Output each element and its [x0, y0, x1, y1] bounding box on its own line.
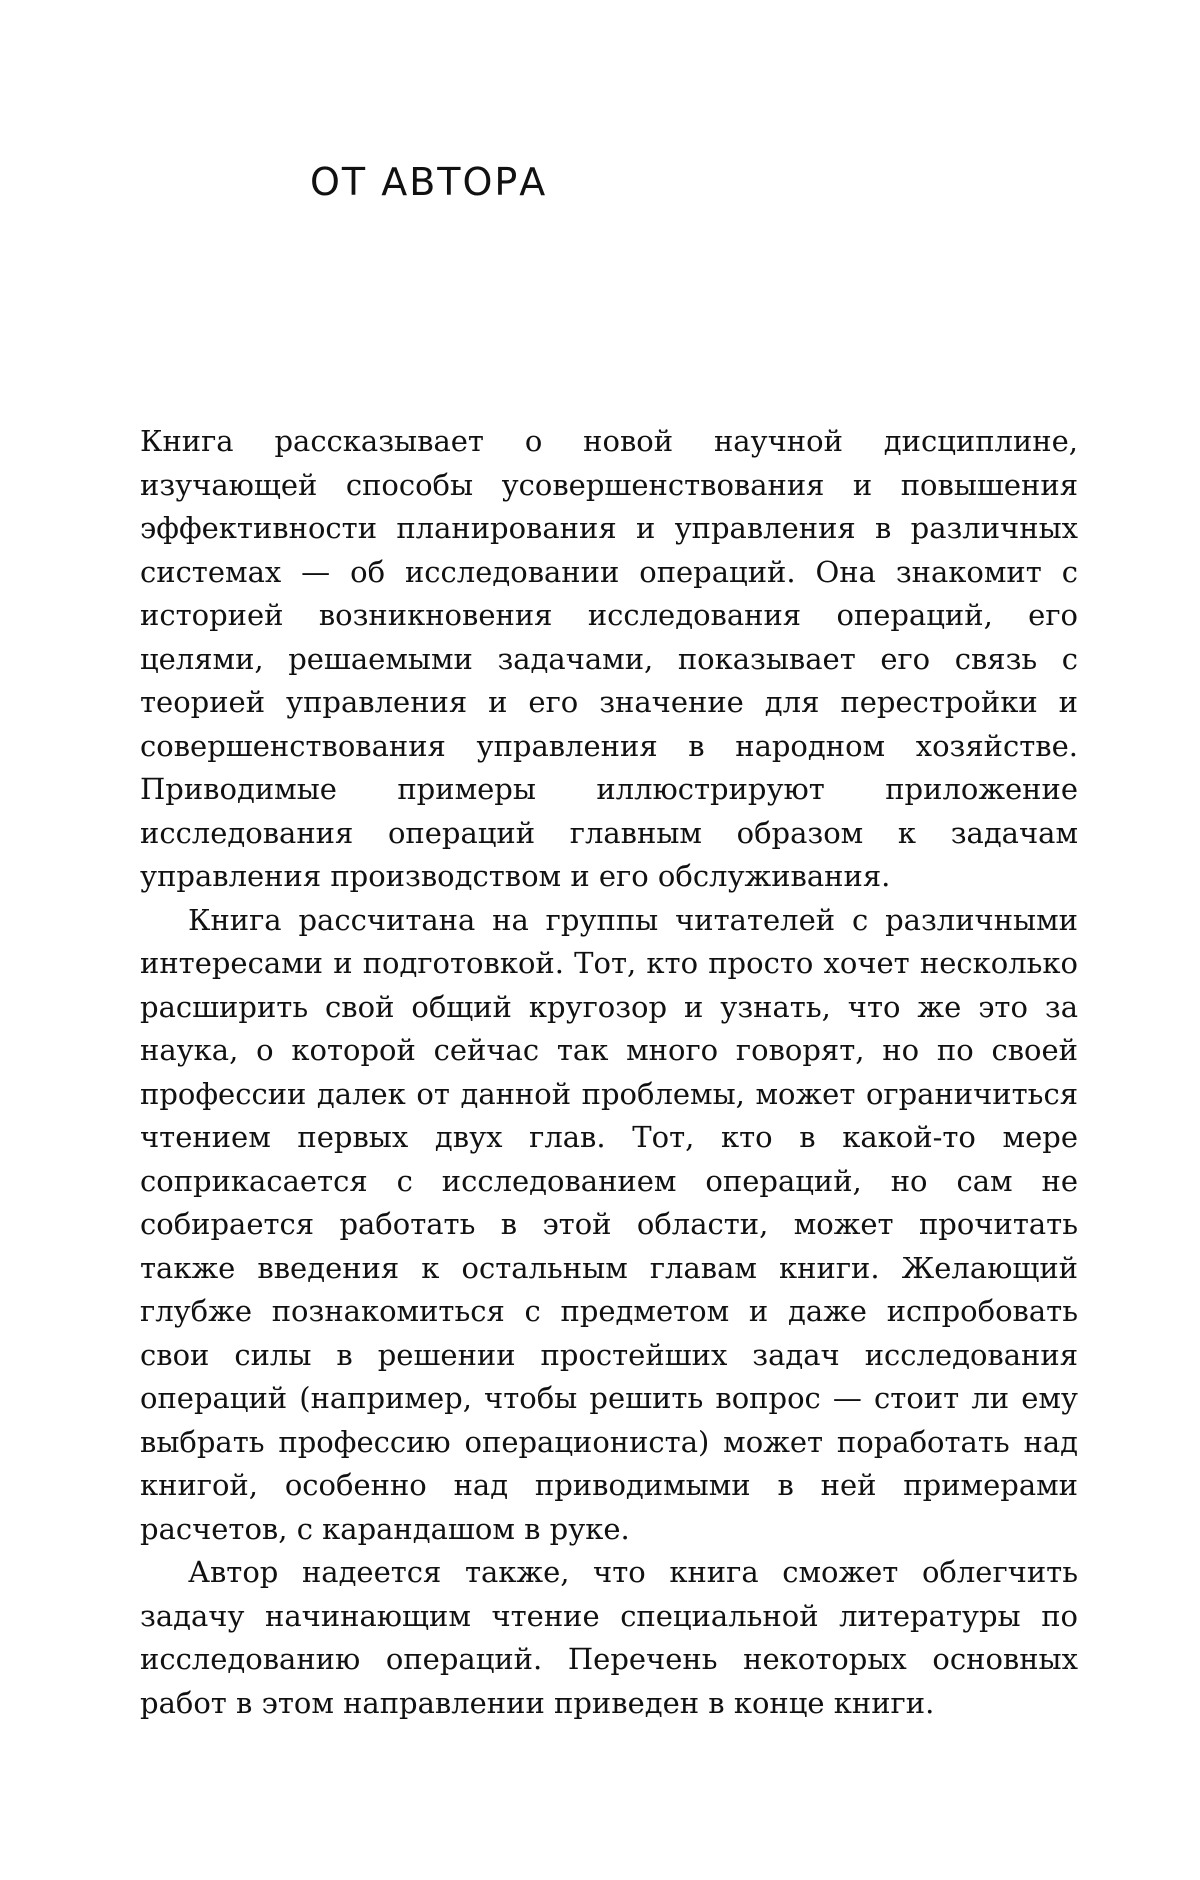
page-title: ОТ АВТОРА: [310, 160, 548, 204]
body-text: [140, 420, 1078, 1725]
paragraph-3: Автор надеется также, что книга сможет облегчить задачу начинающим чтение специальной литературы по исследованию операций. Перечень некоторых основных работ в этом направлении приведен в конце книги.: [140, 1555, 1078, 1720]
paragraph-2: Книга рассчитана на группы читателей с различными интересами и подготовкой. Тот, кто просто хочет несколько расширить свой общий кругозор и узнать, что же это за наука, о которой сейчас так много говорят, но по своей профессии далек от данной проблемы, может ограничиться чтением первых двух глав. Тот, кто в какой-то мере соприкасается с исследованием операций, но сам не собирается работать в этой области, может прочитать также введения к остальным главам книги. Желающий глубже познакомиться с предметом и даже испробовать свои силы в решении простейших задач исследования операций (например, чтобы решить вопрос — стоит ли ему выбрать профессию операциониста) может поработать над книгой, особенно над приводимыми в ней примерами расчетов, с карандашом в руке.: [140, 902, 1078, 1546]
paragraph-1: Книга рассказывает о новой научной дисциплине, изучающей способы усовершенствования и повышения эффективности планирования и управления в различных системах — об исследовании операций. Она знакомит с историей возникновения исследования операций, его целями, решаемыми задачами, показывает его связь с теорией управления и его значение для перестройки и совершенствования управления в народном хозяйстве. Приводимые примеры иллюстрируют приложение исследования операций главным образом к задачам управления производством и его обслуживания.: [140, 424, 1078, 893]
